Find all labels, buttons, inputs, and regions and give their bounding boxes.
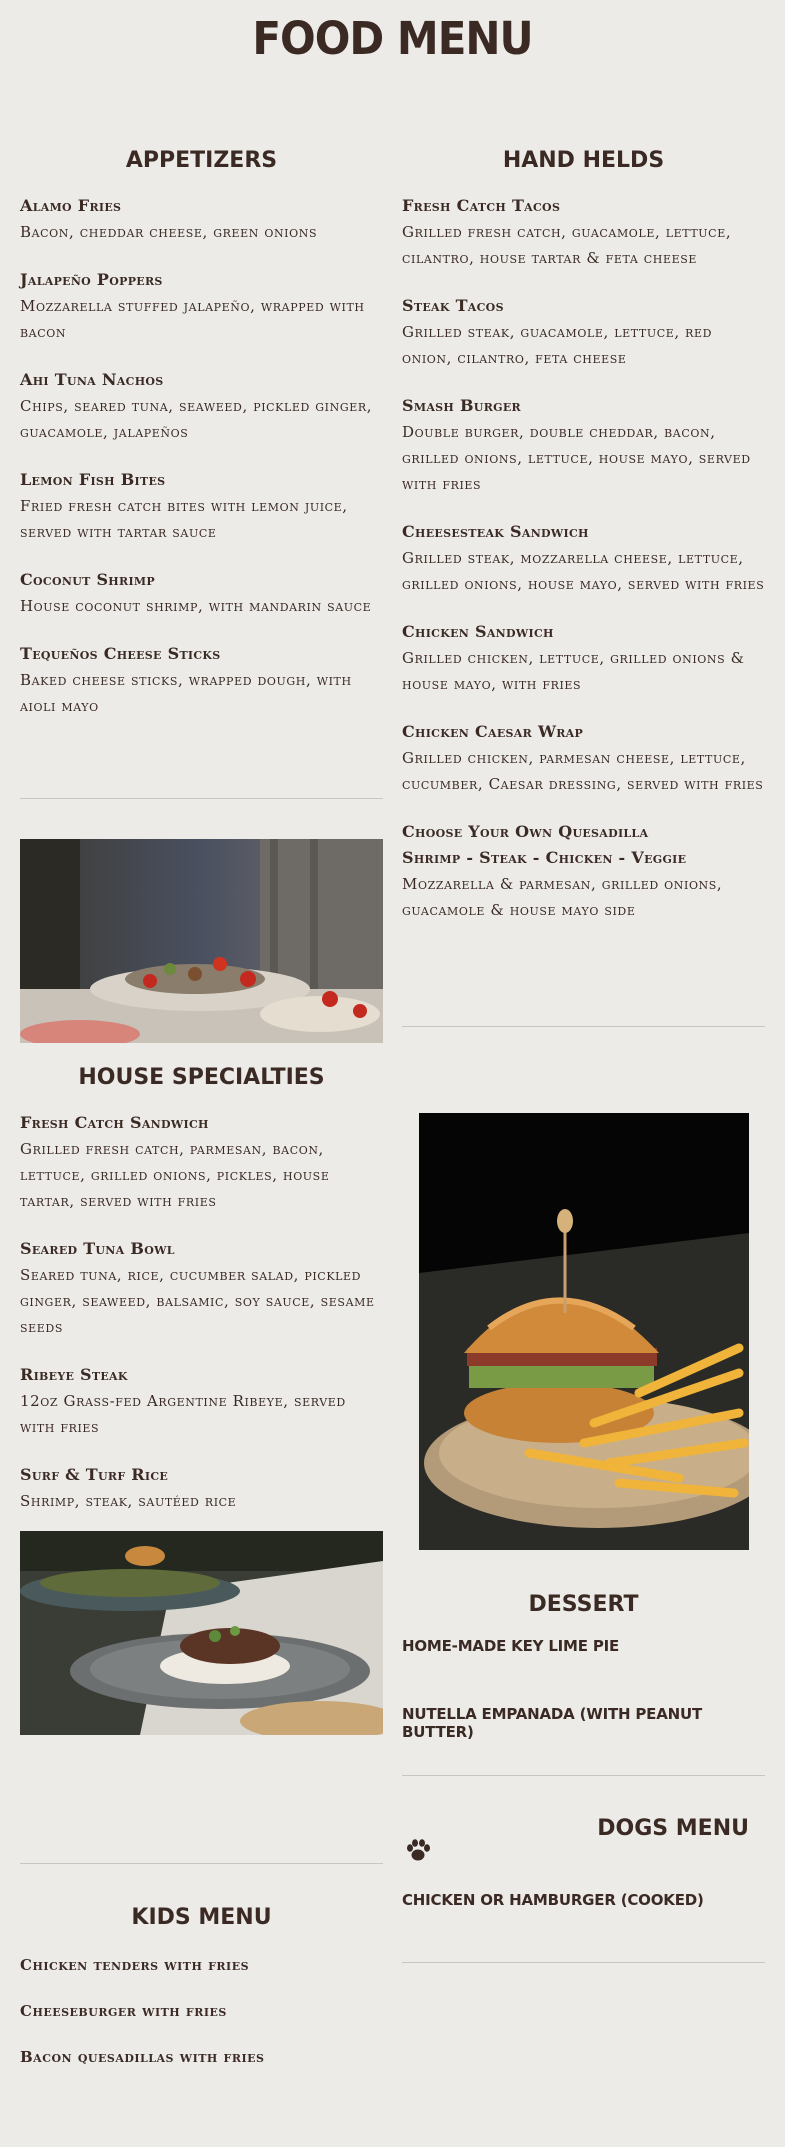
steak-photo (20, 1531, 383, 1735)
menu-item (402, 293, 765, 371)
item-name: Seared Tuna Bowl (20, 1239, 175, 1258)
item-description: 12oz Grass-fed Argentine Ribeye, served with fries (20, 1392, 346, 1436)
burger-photo (419, 1113, 749, 1550)
divider (402, 1026, 765, 1027)
divider (20, 1863, 383, 1864)
item-name: Cheesesteak Sandwich (402, 522, 589, 541)
item-description: Shrimp, steak, sautéed rice (20, 1492, 237, 1510)
item-name: Surf & Turf Rice (20, 1465, 169, 1484)
menu-item (20, 1110, 383, 1214)
divider (20, 798, 383, 799)
item-name: Chicken Sandwich (402, 622, 554, 641)
appetizers-heading: APPETIZERS (125, 148, 278, 173)
item-name: Jalapeño Poppers (20, 270, 163, 289)
dessert-heading: DESSERT (528, 1592, 639, 1617)
item-name: Smash Burger (402, 396, 521, 415)
menu-item (20, 367, 383, 445)
menu-item (402, 393, 765, 497)
menu-item (20, 467, 383, 545)
item-name: Ahi Tuna Nachos (20, 370, 164, 389)
kids-menu-section (20, 1905, 383, 2066)
menu-item (20, 641, 383, 719)
burger-fries-image (419, 1113, 749, 1550)
dessert-item: NUTELLA EMPANADA (WITH PEANUT BUTTER) (402, 1705, 703, 1741)
item-description: Mozzarella stuffed jalapeño, wrapped with bacon (20, 297, 365, 341)
item-name: Alamo Fries (20, 196, 122, 215)
dogs-menu-section (402, 1816, 765, 1909)
dessert-section (402, 1592, 765, 1741)
item-subname: Shrimp - Steak - Chicken - Veggie (402, 848, 687, 867)
item-name: Fresh Catch Tacos (402, 196, 561, 215)
item-description: Mozzarella & parmesan, grilled onions, guacamole & house mayo side (402, 875, 723, 919)
item-name: Choose Your Own Quesadilla (402, 822, 649, 841)
menu-item (20, 193, 383, 245)
item-description: Seared tuna, rice, cucumber salad, pickled ginger, seaweed, balsamic, soy sauce, sesame seeds (20, 1266, 375, 1336)
house-specialties-heading: HOUSE SPECIALTIES (78, 1065, 325, 1090)
appetizers-section (20, 148, 383, 741)
menu-item (20, 1462, 383, 1514)
menu-item (20, 567, 383, 619)
food-plate-image (20, 839, 383, 1043)
menu-item (402, 719, 765, 797)
kids-menu-item: Bacon quesadillas with fries (20, 2048, 265, 2066)
item-description: Baked cheese sticks, wrapped dough, with aioli mayo (20, 671, 352, 715)
kids-menu-item: Cheeseburger with fries (20, 2002, 227, 2020)
item-name: Fresh Catch Sandwich (20, 1113, 209, 1132)
item-name: Steak Tacos (402, 296, 504, 315)
item-name: Tequeños Cheese Sticks (20, 644, 221, 663)
hand-helds-section (402, 148, 765, 945)
item-description: Bacon, cheddar cheese, green onions (20, 223, 318, 241)
item-name: Chicken Caesar Wrap (402, 722, 584, 741)
house-specialties-section (20, 1065, 383, 1536)
item-description: Grilled fresh catch, parmesan, bacon, lettuce, grilled onions, pickles, house tartar, served with fries (20, 1140, 330, 1210)
menu-item (402, 519, 765, 597)
dogs-menu-heading: DOGS MENU (597, 1816, 749, 1841)
dogs-menu-item: CHICKEN OR HAMBURGER (COOKED) (402, 1891, 704, 1909)
menu-item (402, 193, 765, 271)
item-description: Grilled chicken, lettuce, grilled onions & house mayo, with fries (402, 649, 745, 693)
item-description: Grilled steak, guacamole, lettuce, red onion, cilantro, feta cheese (402, 323, 713, 367)
menu-item (20, 267, 383, 345)
menu-item (402, 819, 765, 923)
item-name: Coconut Shrimp (20, 570, 155, 589)
menu-item (402, 619, 765, 697)
hand-helds-heading: HAND HELDS (502, 148, 665, 173)
item-description: Chips, seared tuna, seaweed, pickled ginger, guacamole, jalapeños (20, 397, 373, 441)
page-title: FOOD MENU (252, 12, 533, 65)
item-description: Grilled steak, mozzarella cheese, lettuce, grilled onions, house mayo, served with fries (402, 549, 765, 593)
item-description: Double burger, double cheddar, bacon, grilled onions, lettuce, house mayo, served with fries (402, 423, 751, 493)
dessert-item: HOME-MADE KEY LIME PIE (402, 1637, 620, 1655)
item-name: Lemon Fish Bites (20, 470, 166, 489)
item-name: Ribeye Steak (20, 1365, 128, 1384)
item-description: House coconut shrimp, with mandarin sauce (20, 597, 372, 615)
kids-menu-item: Chicken tenders with fries (20, 1956, 250, 1974)
steak-plate-image (20, 1531, 383, 1735)
item-description: Grilled chicken, parmesan cheese, lettuce, cucumber, Caesar dressing, served with fries (402, 749, 764, 793)
kids-menu-heading: KIDS MENU (131, 1905, 272, 1930)
divider (402, 1775, 765, 1776)
paw-icon (404, 1837, 432, 1863)
menu-item (20, 1362, 383, 1440)
divider (402, 1962, 765, 1963)
item-description: Grilled fresh catch, guacamole, lettuce, cilantro, house tartar & feta cheese (402, 223, 732, 267)
menu-item (20, 1236, 383, 1340)
appetizer-photo (20, 839, 383, 1043)
item-description: Fried fresh catch bites with lemon juice, served with tartar sauce (20, 497, 348, 541)
